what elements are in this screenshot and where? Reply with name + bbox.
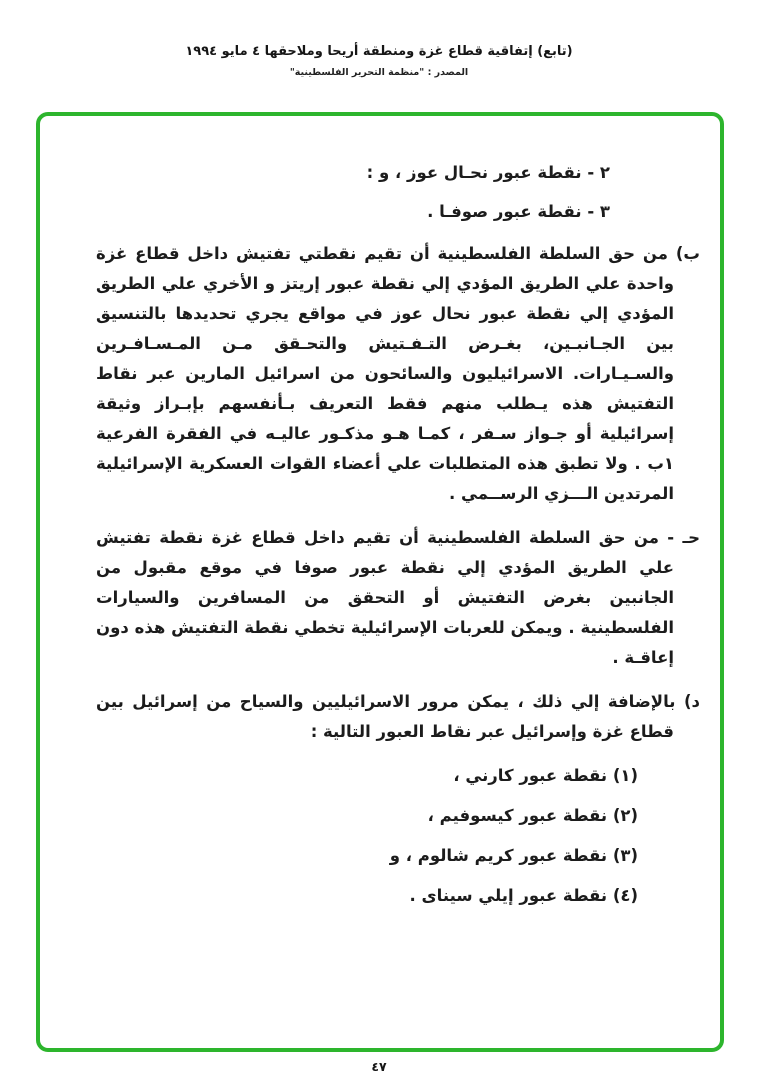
clause-h-paragraph: حـ - من حق السلطة الفلسطينية أن تقيم داخل قطاع غزة نقطة تفتيش علي الطريق المؤدي إلي نقطة عبور صوفا في موقع مقبول من الجانبين بغرض التفتيش أو التحقق من المسافرين والسيارات الفلسطينية . ويمكن للعربات الإسرائيلية تخطي نقطة التفتيش هذه دون إعاقـة .: [96, 528, 700, 667]
crossing-list-item-3: (٣) نقطة عبور كريم شالوم ، و: [389, 846, 638, 865]
crossing-list-item-4: (٤) نقطة عبور إيلي سيناى .: [409, 886, 638, 905]
document-body: [96, 158, 700, 921]
clause-b-paragraph: ب) من حق السلطة الفلسطينية أن تقيم نقطتي تفتيش داخل قطاع غزة واحدة علي الطريق المؤدي إلي نقطة عبور إريتز و الأخري علي الطريق المؤدي إلي نقطة عبور نحال عوز في مواقع يجري تحديدها بالتنسيق بين الجـانبـين، بغـرض التـفـتيش والتحـقق مـن المـسـافـرين والسـيـارات. الاسرائيليون والسائحون من اسرائيل المارين عبر نقاط التفتيش هذه يـطلب منهم فقط التعريف بـأنفسهم بإبـراز وثيقة إسرائيلية أو جـواز سـفر ، كمـا هـو مذكـور عاليـه في الفقرة الفرعية ١ب . ولا تطبق هذه المتطلبات علي أعضاء القوات العسكرية الإسرائيلية المرتدين الـــزي الرســمي .: [96, 244, 700, 503]
crossing-point-item-3: ٣ - نقطة عبور صوفـا .: [427, 202, 610, 221]
document-source: المصدر : "منظمة التحرير الفلسطينية": [289, 67, 469, 78]
crossing-point-item-2: ٢ - نقطة عبور نحـال عوز ، و :: [366, 163, 610, 182]
page-footer: [0, 1056, 758, 1075]
page-number: ٤٧: [371, 1059, 387, 1074]
crossing-list-item-1: (١) نقطة عبور كارني ،: [453, 766, 638, 785]
clause-d-paragraph: د) بالإضافة إلي ذلك ، يمكن مرور الاسرائيليين والسياح من إسرائيل بين قطاع غزة وإسرائيل عبر نقاط العبور التالية :: [96, 692, 700, 741]
crossing-list-item-2: (٢) نقطة عبور كيسوفيم ،: [427, 806, 638, 825]
document-title: (تابع) إتفاقية قطاع غزة ومنطقة أريحا وملاحقها ٤ مايو ١٩٩٤: [185, 44, 573, 59]
page-header: [0, 44, 758, 78]
